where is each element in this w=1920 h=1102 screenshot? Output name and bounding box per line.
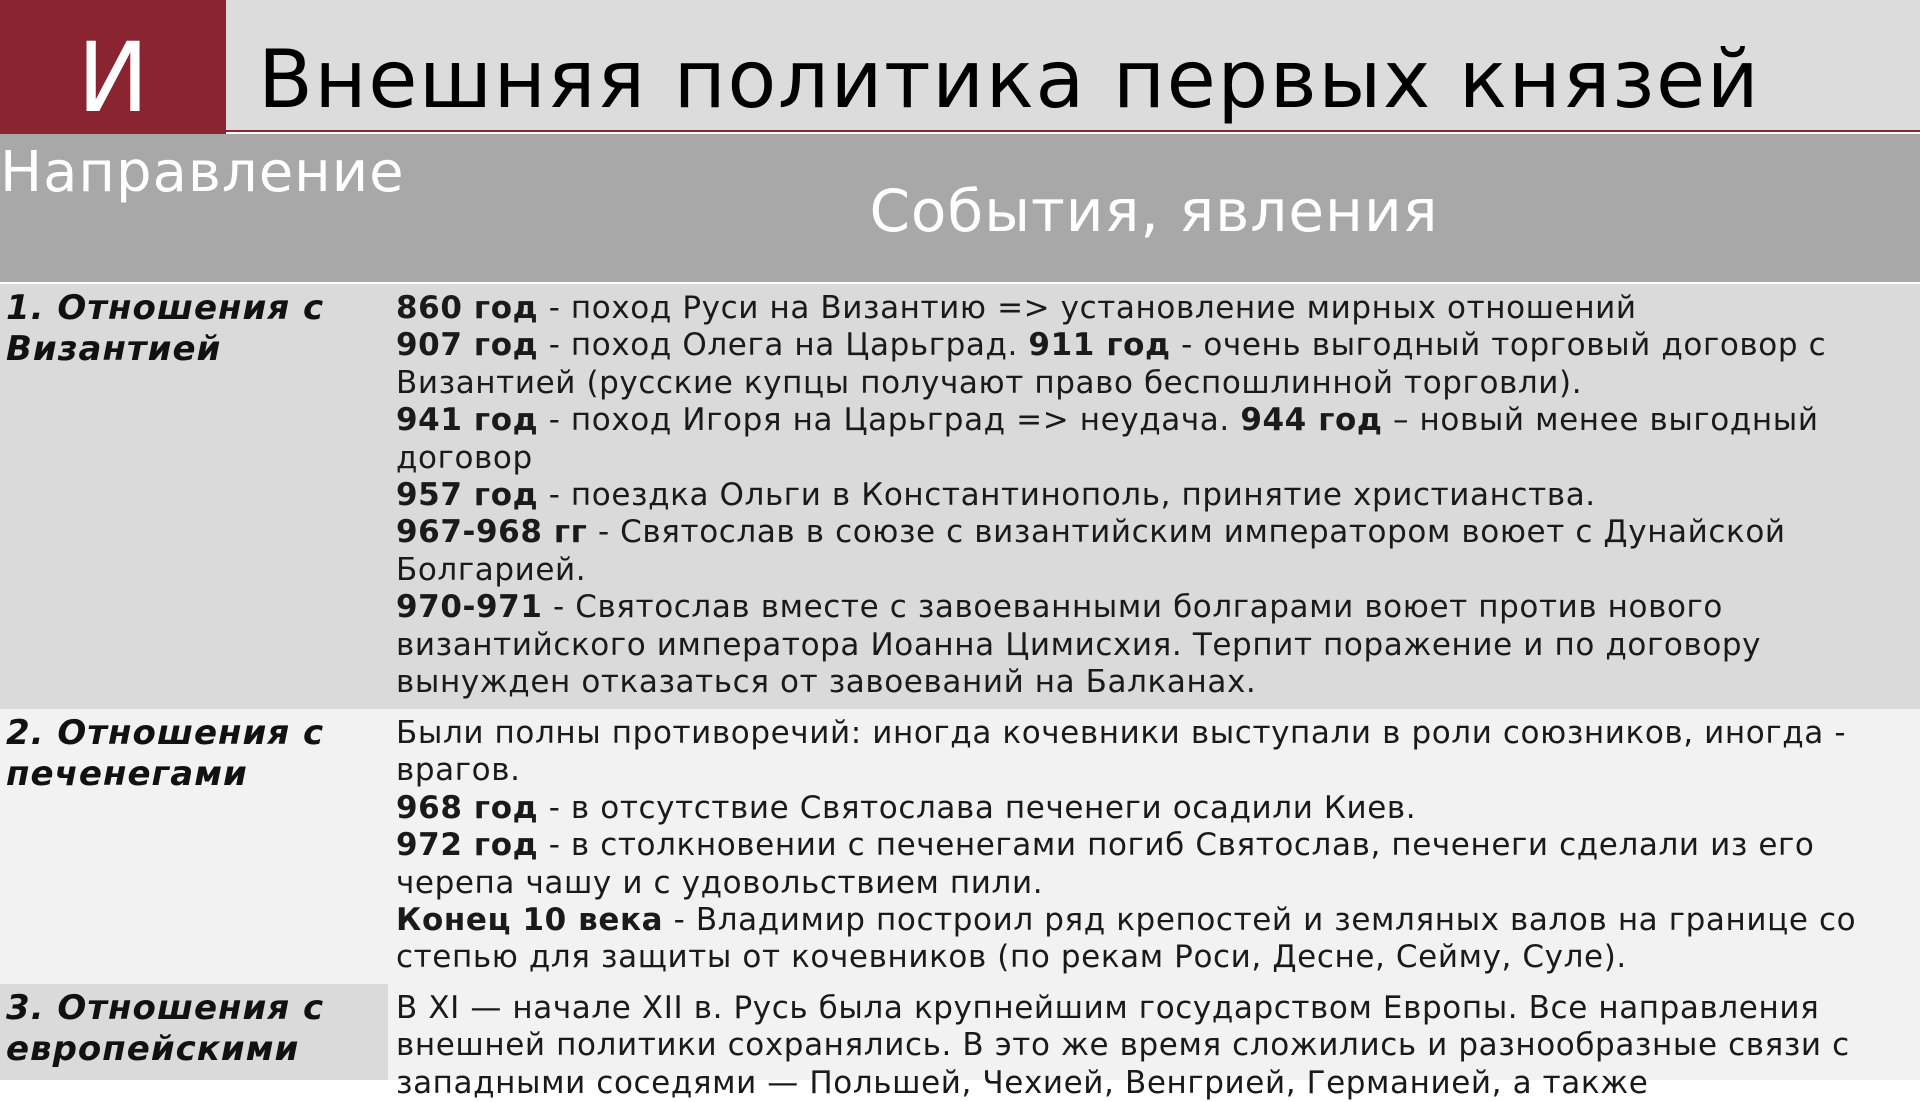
table-row bbox=[0, 284, 1920, 709]
event-text: - поход Игоря на Царьград => неудача. bbox=[538, 402, 1241, 439]
event-date: 972 год bbox=[396, 827, 539, 864]
event-line bbox=[396, 902, 1896, 977]
event-line bbox=[396, 990, 1896, 1102]
event-line bbox=[396, 790, 1896, 827]
event-date: 944 год bbox=[1240, 402, 1383, 439]
title-underline bbox=[226, 130, 1920, 132]
events-cell bbox=[396, 715, 1896, 977]
event-text: - Владимир построил ряд крепостей и земляных валов на границе со степью для защиты от кочевников (по рекам Роси, Десне, Сейму, Суле). bbox=[396, 902, 1857, 976]
header-events: События, явления bbox=[869, 177, 1439, 245]
event-date: 911 год bbox=[1028, 327, 1171, 364]
events-cell bbox=[396, 990, 1896, 1102]
event-text: - поход Олега на Царьград. bbox=[538, 327, 1029, 364]
event-text: - поход Руси на Византию => установление мирных отношений bbox=[538, 290, 1637, 326]
event-text: - Святослав вместе с завоеванными болгарами воюет против нового византийского императора Иоанна Цимисхия. Терпит поражение и по договору вынужден отказаться от завоеваний на Балканах. bbox=[396, 589, 1762, 701]
direction-cell: 2. Отношения с печенегами bbox=[6, 713, 325, 794]
event-text: - Святослав в союзе с византийским императором воюет с Дунайской Болгарией. bbox=[396, 514, 1786, 588]
event-text: - очень выгодный торговый договор с Византией (русские купцы получают право беспошлинной торговли). bbox=[396, 327, 1827, 401]
event-date: 957 год bbox=[396, 477, 539, 514]
event-line bbox=[396, 827, 1896, 902]
table-row bbox=[0, 984, 1920, 1101]
event-date: Конец 10 века bbox=[396, 902, 664, 939]
event-line bbox=[396, 402, 1896, 477]
header-direction: Направление bbox=[0, 140, 405, 205]
slide-badge: И bbox=[0, 0, 226, 152]
events-cell bbox=[396, 290, 1896, 701]
event-text: - в столкновении с печенегами погиб Святослав, печенеги сделали из его черепа чашу и с удовольствием пили. bbox=[396, 827, 1815, 901]
event-date: 907 год bbox=[396, 327, 539, 364]
direction-cell: 1. Отношения с Византией bbox=[6, 288, 325, 369]
event-date: 968 год bbox=[396, 789, 539, 826]
event-date: 941 год bbox=[396, 402, 539, 439]
event-line bbox=[396, 327, 1896, 402]
event-line bbox=[396, 477, 1896, 514]
event-line bbox=[396, 715, 1896, 790]
direction-cell: 3. Отношения с европейскими bbox=[6, 988, 325, 1069]
event-date: 860 год bbox=[396, 290, 539, 326]
table-row bbox=[0, 709, 1920, 984]
event-date: 970-971 bbox=[396, 589, 543, 626]
event-text: - в отсутствие Святослава печенеги осадили Киев. bbox=[538, 789, 1417, 826]
event-date: 967-968 гг bbox=[396, 514, 588, 551]
event-text: – новый менее выгодный договор bbox=[396, 402, 1819, 476]
event-text: Были полны противоречий: иногда кочевники выступали в роли союзников, иногда - врагов. bbox=[396, 715, 1847, 789]
slide-title: Внешняя политика первых князей bbox=[258, 33, 1761, 126]
event-line bbox=[396, 589, 1896, 701]
event-line bbox=[396, 290, 1896, 327]
event-text: В XI — начале XII в. Русь была крупнейшим государством Европы. Все направления внешней политики сохранялись. В это же время сложились и разнообразные связи с западными соседями — Польшей, Чехией, Венгрией, Германией, а также bbox=[396, 990, 1850, 1101]
event-text: - поездка Ольги в Константинополь, принятие христианства. bbox=[538, 477, 1596, 514]
event-line bbox=[396, 514, 1896, 589]
table-header-row bbox=[0, 134, 1920, 282]
